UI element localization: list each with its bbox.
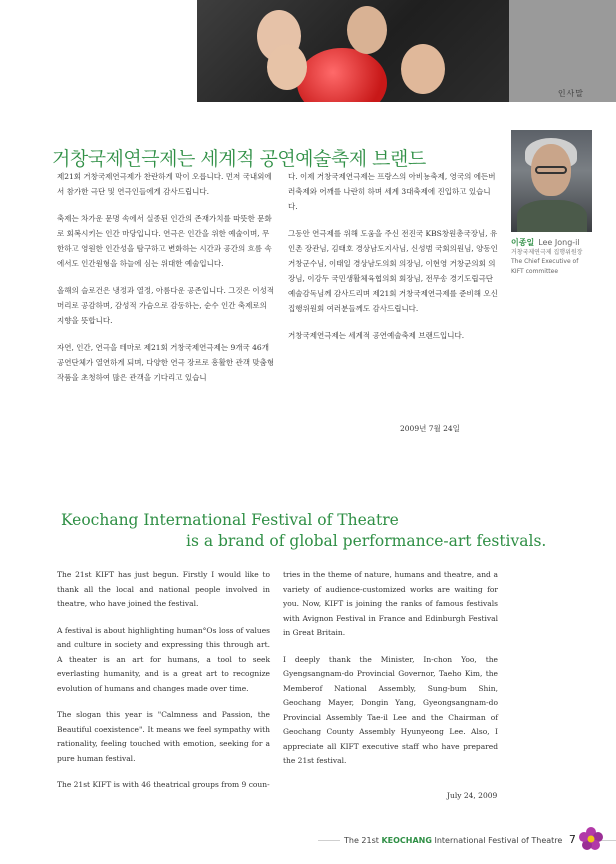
korean-left-column bbox=[57, 169, 275, 397]
top-banner bbox=[0, 0, 616, 102]
korean-paragraph: 올해의 슬로건은 냉정과 열정, 아름다운 공존입니다. 그것은 이성적 머리로 공감하며, 감성적 가슴으로 감동하는, 순수 인간 축제로의 지향을 뜻합니다. bbox=[57, 286, 275, 325]
author-role-kr: 거창국제연극제 집행위원장 bbox=[511, 248, 583, 256]
korean-paragraph: 제21회 거창국제연극제가 찬란하게 막이 오릅니다. 먼저 국내외에서 참가한 극단 및 연극인들에게 감사드립니다. bbox=[57, 172, 272, 196]
english-title-line-1: Keochang International Festival of Theatre bbox=[61, 511, 399, 529]
english-right-column bbox=[283, 568, 498, 781]
footer bbox=[340, 833, 580, 846]
section-tag: 인사말 bbox=[557, 89, 584, 98]
footer-brand: KEOCHANG bbox=[381, 836, 432, 845]
footer-prefix: The 21st bbox=[344, 836, 379, 845]
author-role-en-2: KIFT committee bbox=[511, 267, 559, 275]
page-number: 7 bbox=[568, 833, 576, 846]
english-paragraph: The slogan this year is "Calmness and Passion, the Beautiful coexistence". It means we feel sympathy with rationality, feeling touched with emotion, seeking for a pure human festival. bbox=[57, 710, 270, 763]
banner-side-panel bbox=[509, 0, 616, 102]
korean-date: 2009년 7월 24일 bbox=[400, 424, 460, 433]
author-name-en: Lee Jong-il bbox=[538, 238, 580, 247]
festival-performers-photo bbox=[197, 0, 509, 102]
korean-paragraph: 축제는 차가운 문명 속에서 실종된 인간의 존재가치를 따뜻한 문화로 회복시키는 인간 마당입니다. 연극은 인간을 위한 예술이며, 무한하고 영원한 인간성을 탐구하고 변화하는 시간과 공간의 흐름 속에서도 인간원형을 하늘에 심는 위대한 예술입니다. bbox=[57, 214, 272, 268]
author-role-en-1: The Chief Executive of bbox=[511, 258, 579, 265]
author-portrait bbox=[511, 130, 592, 232]
author-caption bbox=[511, 238, 611, 276]
korean-paragraph: 거창국제연극제는 세계적 공연예술축제 브랜드입니다. bbox=[288, 331, 465, 340]
korean-paragraph: 그동안 연극제를 위해 도움을 주신 전진국 KBS창원총국장님, 유인촌 장관님, 김태호 경상남도지사님, 신성범 국회의원님, 양동인 거창군수님, 이태일 경상남도의회 의장님, 이현영 거창군의회 의장님, 이강두 국민생활체육협의회 회장님, 전무송 경기도립극단 예술감독님께 감사드리며 제21회 거창국제연극제를 준비해 오신 집행위원회 여러분들께도 감사드립니다. bbox=[288, 229, 498, 313]
english-paragraph: A festival is about highlighting human°Os loss of values and culture in society and expressing this through art. A theater is an art for humans, a tool to seek everlasting humanity, and is a great art to recognize evolution of humans and changes made over time. bbox=[57, 625, 270, 693]
english-paragraph: The 21st KIFT is with 46 theatrical groups from 9 coun- bbox=[57, 780, 270, 789]
english-title-line-2: is a brand of global performance-art festivals. bbox=[186, 532, 547, 550]
english-paragraph: The 21st KIFT has just begun. Firstly I would like to thank all the local and national people involved in theatre, who have joined the festival. bbox=[57, 570, 270, 608]
korean-paragraph: 다. 이제 거창국제연극제는 프랑스의 아비뇽축제, 영국의 에든버러축제와 어깨를 나란히 하며 세계 3대축제에 진입하고 있습니다. bbox=[288, 172, 496, 211]
english-paragraph: I deeply thank the Minister, In-chon Yoo, the Gyengsangnam-do Provincial Governor, Taeho Kim, the Memberof National Assembly, Sung-bum Shin, Geochang Mayer, Dongin Yang, Gyeongsangnam-do Provincial Assembly Tae-il Lee and the Chairman of Geochang County Assembly Hyunyeong Lee. Also, I appreciate all KIFT executive staff who have prepared the 21st festival. bbox=[283, 654, 498, 765]
korean-right-column bbox=[288, 169, 500, 355]
footer-suffix: International Festival of Theatre bbox=[434, 836, 563, 845]
korean-title: 거창국제연극제는 세계적 공연예술축제 브랜드 bbox=[52, 148, 426, 170]
english-paragraph: tries in the theme of nature, humans and theatre, and a variety of audience-customized works are waiting for you. Now, KIFT is joining the ranks of famous festivals with Avignon Festival in France and Edinburgh Festival in Great Britain. bbox=[283, 570, 498, 637]
english-date: July 24, 2009 bbox=[447, 791, 498, 800]
flower-icon bbox=[578, 826, 604, 852]
author-name-kr: 이종일 bbox=[511, 238, 535, 247]
english-left-column bbox=[57, 568, 270, 805]
korean-paragraph: 자연, 인간, 연극을 테마로 제21회 거창국제연극제는 9개국 46개 공연단체가 열연하게 되며, 다양한 연극 장르로 흥활한 관객 맞춤형 작품을 초청하여 많은 관객을 기다리고 있습니 bbox=[57, 343, 275, 382]
